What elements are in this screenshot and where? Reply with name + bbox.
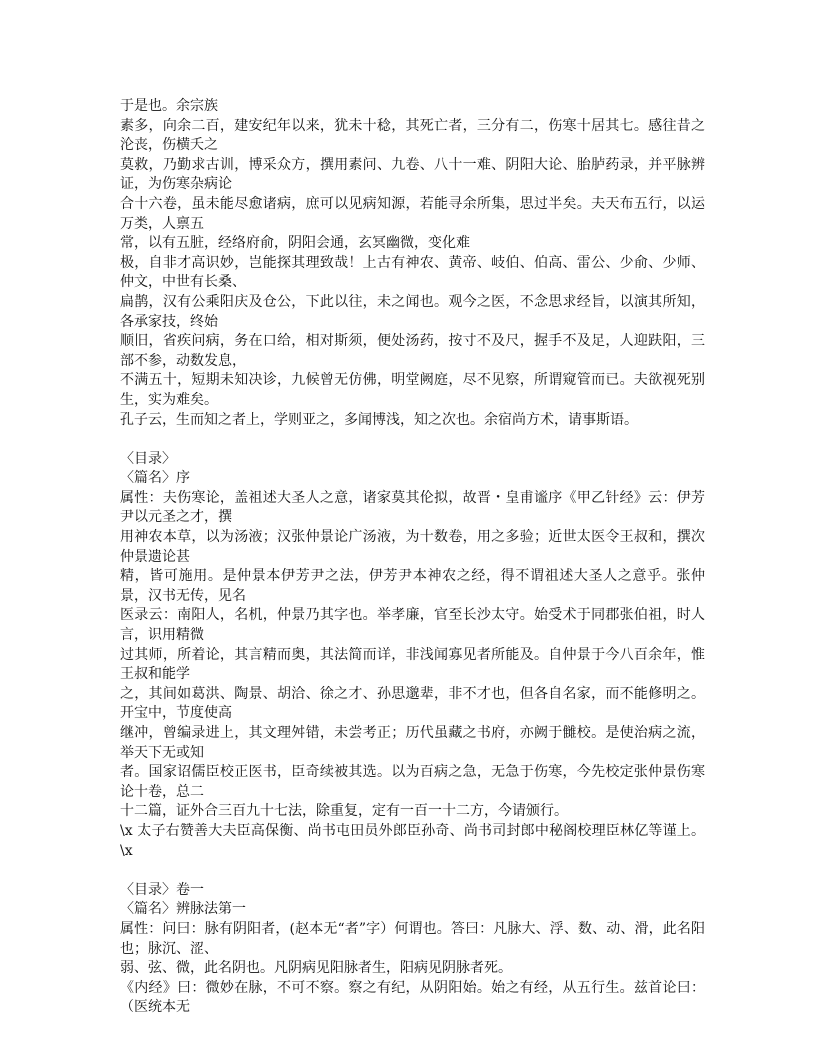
text-line: 者。国家诏儒臣校正医书，臣奇续被其选。以为百病之急，无急于伤寒，今先校定张仲景伤寒论十卷，总二 — [120, 764, 705, 800]
juan1-section — [120, 881, 705, 1018]
preface-tail-section — [120, 97, 705, 430]
signature-line: \x 太子右赞善大夫臣高保衡、尚书屯田员外郎臣孙奇、尚书司封郎中秘阁校理臣林亿等谨上。\x — [120, 822, 705, 859]
text-line: 弱、弦、微，此名阴也。凡阴病见阳脉者生，阳病见阴脉者死。 — [120, 960, 512, 977]
chapter-title: 〈篇名〉辨脉法第一 — [120, 901, 246, 918]
text-line: 过其师，所着论，其言精而奥，其法简而详，非浅闻寡见者所能及。自仲景于今八百余年，惟王叔和能学 — [120, 646, 705, 683]
text-line: 之，其间如葛洪、陶景、胡洽、徐之才、孙思邈辈，非不才也，但各自名家，而不能修明之。开宝中，节度使高 — [120, 685, 705, 722]
text-line: 莫救，乃勤求古训，博采众方，撰用素问、九卷、八十一难、阴阳大论、胎胪药录，并平脉辨证，为伤寒杂病论 — [120, 156, 705, 193]
text-line: 精，皆可施用。是仲景本伊芳尹之法，伊芳尹本神农之经，得不谓祖述大圣人之意乎。张仲景，汉书无传，见名 — [120, 568, 705, 604]
document-page — [120, 97, 705, 1018]
text-line: 不满五十，短期未知决诊，九候曾无仿佛，明堂阙庭，尽不见察，所谓窥管而已。夫欲视死别生，实为难矣。 — [120, 372, 705, 408]
text-line: 素多，向余二百，建安纪年以来，犹未十稔，其死亡者，三分有二，伤寒十居其七。感往昔之沦丧，伤横夭之 — [120, 117, 705, 154]
text-line: 属性：问曰：脉有阴阳者，(赵本无“者”字）何谓也。答曰：凡脉大、浮、数、动、滑，此名阳也；脉沉、涩、 — [120, 920, 705, 957]
toc-marker: 〈目录〉卷一 — [120, 881, 204, 898]
text-line: 扁鹊，汉有公乘阳庆及仓公，下此以往，未之闻也。观今之医，不念思求经旨，以演其所知，各承家技，终始 — [120, 293, 705, 330]
text-line: 极，自非才高识妙，岂能探其理致哉！上古有神农、黄帝、岐伯、伯高、雷公、少俞、少师、仲文，中世有长桑、 — [120, 254, 705, 291]
text-line: 于是也。余宗族 — [120, 98, 218, 114]
text-line: 继冲，曾编录进上，其文理舛错，未尝考正；历代虽藏之书府，亦阙于雠校。是使治病之流，举天下无或知 — [120, 725, 705, 761]
toc-marker: 〈目录〉 — [120, 450, 176, 467]
text-line: 用神农本草，以为汤液；汉张仲景论广汤液，为十数卷，用之多验；近世太医令王叔和，撰次仲景遗论甚 — [120, 529, 705, 565]
text-line: 医录云：南阳人，名机，仲景乃其字也。举孝廉，官至长沙太守。始受术于同郡张伯祖，时人言，识用精微 — [120, 607, 705, 644]
text-line: 孔子云，生而知之者上，学则亚之，多闻博浅，知之次也。余宿尚方术，请事斯语。 — [120, 411, 638, 428]
paragraph-gap — [120, 430, 705, 450]
paragraph-gap — [120, 861, 705, 881]
chapter-title: 〈篇名〉序 — [120, 470, 190, 487]
text-line: 合十六卷，虽未能尽愈诸病，庶可以见病知源，若能寻余所集，思过半矣。夫天布五行，以运万类，人禀五 — [120, 195, 705, 232]
preface-section — [120, 450, 705, 861]
text-line: 常，以有五脏，经络府俞，阴阳会通，玄冥幽微，变化难 — [120, 235, 470, 252]
text-line: 属性：夫伤寒论，盖祖述大圣人之意，诸家莫其伦拟，故晋・皇甫谧序《甲乙针经》云：伊芳尹以元圣之才，撰 — [120, 489, 705, 526]
text-line: 《内经》曰：微妙在脉，不可不察。察之有纪，从阴阳始。始之有经，从五行生。兹首论曰：（医统本无 — [120, 979, 705, 1016]
text-line: 顺旧，省疾问病，务在口给，相对斯须，便处汤药，按寸不及尺，握手不及足，人迎趺阳，三部不参，动数发息， — [120, 333, 705, 369]
text-line: 十二篇，证外合三百九十七法，除重复，定有一百一十二方，今请颁行。 — [120, 803, 568, 820]
